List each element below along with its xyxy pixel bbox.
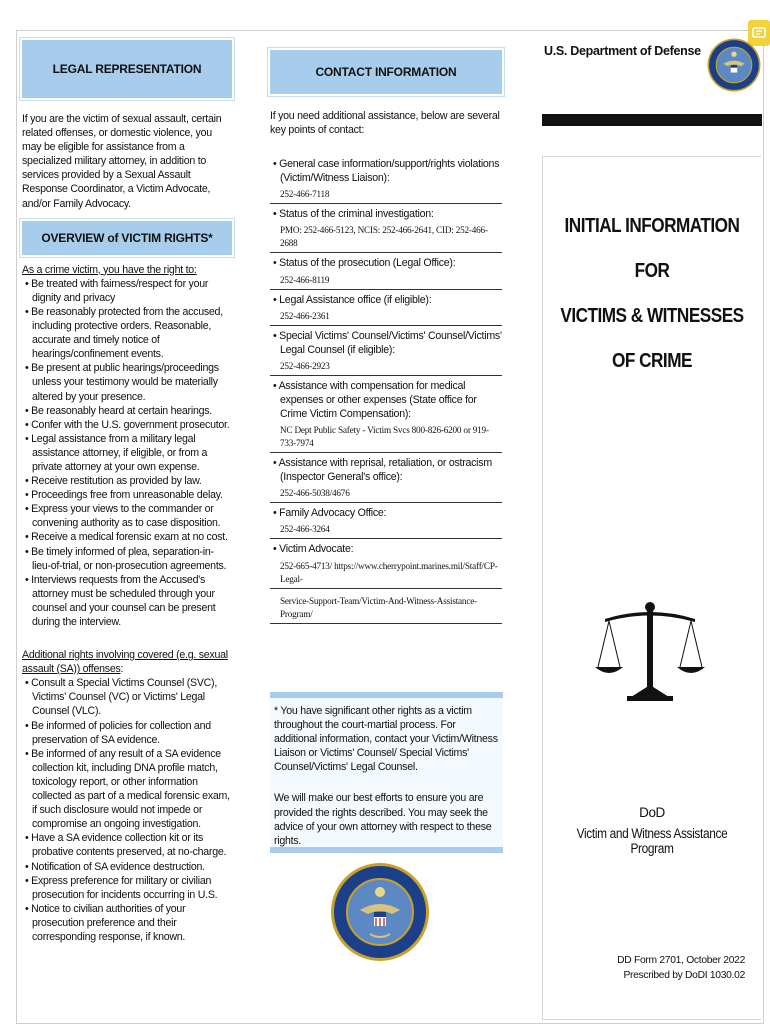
contact-item (270, 329, 502, 376)
overview-header-text: OVERVIEW of VICTIM RIGHTS* (41, 230, 213, 245)
victim-right-item: • Confer with the U.S. government prosecutor. (25, 418, 230, 431)
contact-value: 252-466-2923 (270, 357, 502, 376)
victim-right-item: • Be reasonably heard at certain hearings. (25, 404, 212, 417)
contact-label: • General case information/support/rights violations (Victim/Witness Liaison): (273, 158, 500, 185)
additional-right-item: • Consult a Special Victims Counsel (SVC), Victims' Counsel (VC) or Victims' Legal Counsel (VLC). (25, 677, 218, 718)
contact-header (270, 50, 502, 94)
rights-note-box (270, 692, 503, 853)
left-panel (22, 40, 232, 944)
contact-value: 252-665-4713/ https://www.cherrypoint.marines.mil/Staff/CP-Legal- (270, 557, 502, 589)
contact-value: NC Dept Public Safety - Victim Svcs 800-826-6200 or 919-733-7974 (270, 421, 502, 453)
contact-item (270, 256, 502, 289)
best-efforts-text: We will make our best efforts to ensure you are provided the rights described. You may seek the advice of your own attorney with respect to these rights. (274, 792, 492, 847)
contact-label: • Status of the criminal investigation: (273, 208, 434, 221)
victim-right-item: • Express your views to the commander or convening authority as to case disposition. (25, 503, 221, 530)
contact-label: • Special Victims' Counsel/Victims' Counsel/Victims' Legal Counsel (if eligible): (273, 329, 502, 356)
victim-right-item: • Be treated with fairness/respect for your dignity and privacy (25, 277, 209, 304)
legal-header-text: LEGAL REPRESENTATION (52, 62, 202, 76)
contact-label: • Legal Assistance office (if eligible): (273, 293, 432, 306)
victim-right-item: • Interviews requests from the Accused's attorney must be scheduled through your counsel and your counsel can be present during the interview. (25, 573, 216, 628)
contact-item (270, 542, 502, 623)
contact-item (270, 456, 502, 503)
cover-top-bar (542, 114, 762, 126)
contact-value: 252-466-5038/4676 (270, 484, 502, 503)
victim-right-item: • Be reasonably protected from the accused, including protective orders. Reasonable, accurate and timely notice of hearings/confinement events. (25, 305, 223, 361)
additional-right-item: • Notification of SA evidence destruction. (25, 860, 205, 873)
contact-header-text: CONTACT INFORMATION (315, 65, 457, 79)
contact-item (270, 157, 502, 204)
scales-of-justice-icon (595, 597, 705, 707)
victim-right-item: • Be timely informed of plea, separation-in-lieu-of-trial, or non-prosecution agreements. (25, 545, 227, 572)
victim-right-item: • Proceedings free from unreasonable delay. (25, 489, 223, 502)
cover-title-line-1: INITIAL INFORMATION (564, 215, 740, 237)
additional-right-item: • Be informed of policies for collection and preservation of SA evidence. (25, 719, 211, 746)
rights-note-text: * You have significant other rights as a victim throughout the court-martial process. For additional information, contact your Victim/Witness Liaison or Victims' Counsel/ Special Victims' Counsel/Victims' Legal Counsel. (274, 705, 498, 774)
legal-representation-header (22, 40, 232, 98)
cover-title-box (542, 156, 761, 1020)
contact-intro: If you need additional assistance, below are several key points of contact: (270, 110, 500, 137)
contact-label: • Victim Advocate: (273, 543, 354, 556)
cover-title-line-4: OF CRIME (612, 350, 692, 372)
form-number: DD Form 2701, October 2022 (617, 955, 745, 966)
contact-value: 252-466-7118 (270, 185, 502, 204)
contact-label: • Assistance with reprisal, retaliation, or ostracism (Inspector General's office): (273, 457, 492, 484)
contact-item (270, 293, 502, 326)
rights-intro: As a crime victim, you have the right to: (22, 263, 197, 276)
cover-title-line-3: VICTIMS & WITNESSES (560, 305, 744, 327)
victim-right-item: • Be present at public hearings/proceedings unless your testimony would be materially altered by your presence. (25, 362, 219, 403)
victim-right-item: • Receive restitution as provided by law. (25, 475, 202, 488)
program-line-2: Victim and Witness Assistance Program (576, 826, 728, 856)
contact-label: • Assistance with compensation for medical expenses or other expenses (State office for Crime Victim Compensation): (273, 379, 477, 421)
prescribed-by: Prescribed by DoDI 1030.02 (623, 970, 745, 981)
contact-value: 252-466-8119 (270, 271, 502, 290)
cover-panel (540, 30, 762, 1020)
additional-right-item: • Notice to civilian authorities of your prosecution preference and their corresponding response, if known. (25, 902, 186, 943)
cover-title-line-2: FOR (634, 260, 670, 282)
contact-item (270, 506, 502, 539)
dod-seal-bottom (330, 862, 430, 962)
contact-value: PMO: 252-466-5123, NCIS: 252-466-2641, CID: 252-466-2688 (270, 221, 502, 253)
contact-label: • Family Advocacy Office: (273, 507, 387, 520)
additional-right-item: • Express preference for military or civilian prosecution for incidents occurring in U.S. (25, 874, 218, 901)
victim-right-item: • Legal assistance from a military legal assistance attorney, if eligible, or from a private attorney at your own expense. (25, 432, 208, 473)
additional-right-item: • Be informed of any result of a SA evidence collection kit, including DNA profile match, toxicology report, or other information collected as part of a medical forensic exam, if such disclosure would not impede or compromise an ongoing investigation. (25, 747, 230, 831)
middle-panel (270, 50, 502, 627)
additional-right-item: • Have a SA evidence collection kit or its probative contents preserved, at no-charge. (25, 832, 227, 859)
contact-item (270, 207, 502, 253)
contact-value: 252-466-2361 (270, 307, 502, 326)
overview-header (22, 221, 232, 255)
legal-body: If you are the victim of sexual assault, certain related offenses, or domestic violence, you may be eligible for assistance from a specialized military attorney, in addition to services provided by a Sexual Assault Response Coordinator, a Victim Advocate, and/or Family Advocacy. (22, 113, 222, 210)
additional-rights-intro: Additional rights involving covered (e.g. sexual assault (SA)) offenses: (22, 649, 228, 676)
dod-seal-top (707, 38, 761, 92)
department-name: U.S. Department of Defense (544, 44, 701, 58)
contact-value: 252-466-3264 (270, 520, 502, 539)
contact-value-continued[interactable]: Service-Support-Team/Victim-And-Witness-Assistance-Program/ (270, 592, 502, 624)
victim-right-item: • Receive a medical forensic exam at no cost. (25, 531, 228, 544)
contact-label: • Status of the prosecution (Legal Office): (273, 257, 456, 270)
program-line-1: DoD (639, 805, 665, 820)
contact-item (270, 379, 502, 453)
